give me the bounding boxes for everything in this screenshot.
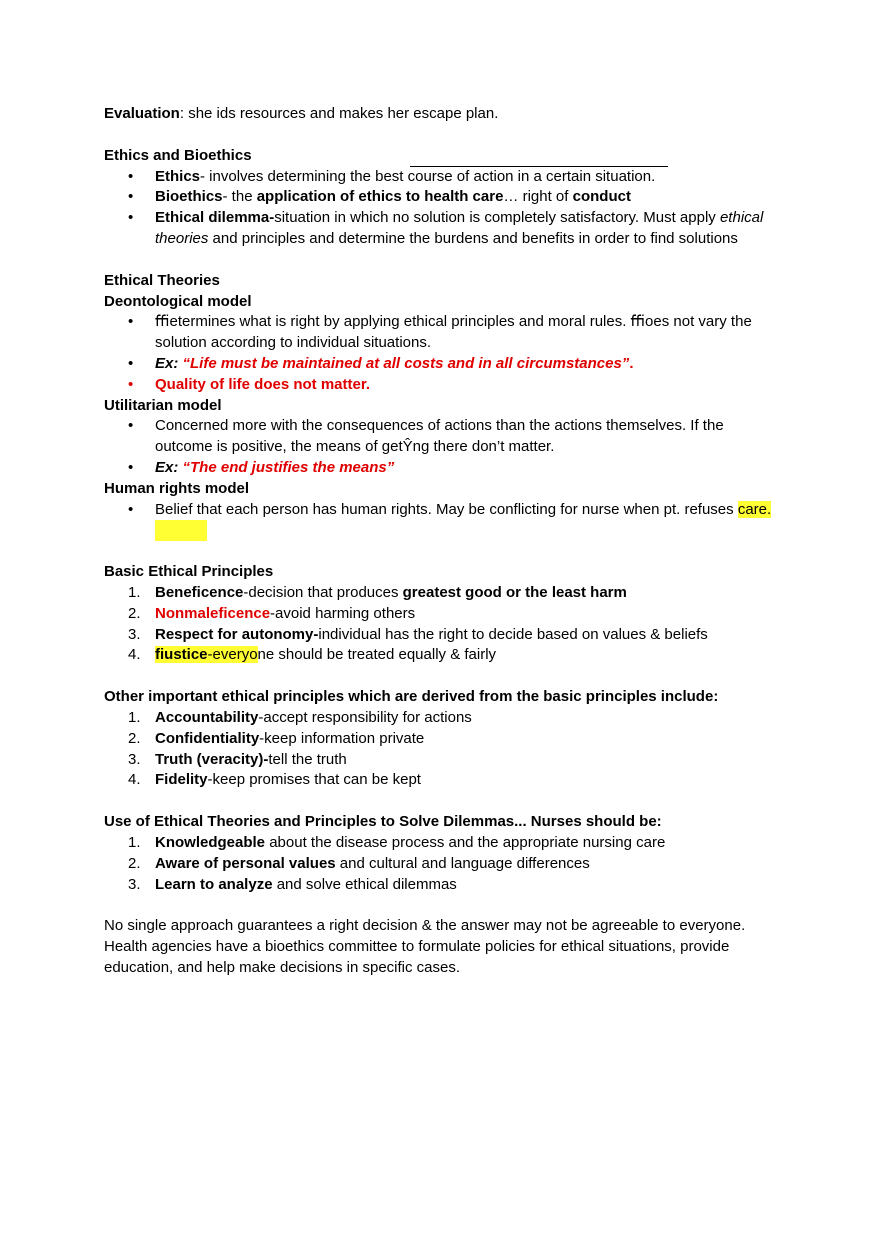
deontological-list — [104, 312, 774, 395]
theories-heading: Ethical Theories — [104, 271, 220, 289]
fill-in-blank-line — [410, 152, 668, 167]
list-item: • Belief that each person has human rights. May be conflicting for nurse when pt. refuses care. — [104, 500, 774, 542]
number-marker: 3. — [128, 875, 141, 893]
number-marker: 4. — [128, 771, 141, 789]
list-item: • Concerned more with the consequences of actions than the actions themselves. If the outcome is positive, the means of getŶng there don’t matter. — [128, 417, 724, 456]
basic-principles-list — [104, 583, 774, 666]
use-section-heading: Use of Ethical Theories and Principles to Solve Dilemmas... Nurses should be: — [104, 813, 662, 831]
bullet-marker: • — [128, 500, 134, 518]
list-item: 4. ﬁustice-everyone should be treated equally & fairly — [104, 645, 774, 666]
list-item: • Ex: “Life must be maintained at all costs and in all circumstances”. — [104, 354, 774, 375]
bullet-marker: • — [128, 458, 134, 476]
bullet-marker: • — [128, 354, 134, 372]
list-item: 2. Nonmaleficence-avoid harming others — [104, 604, 774, 625]
number-marker: 2. — [128, 729, 141, 747]
bullet-marker: • — [128, 167, 134, 185]
list-item: • Bioethics- the application of ethics to health care… right of conduct — [104, 187, 774, 208]
utilitarian-list — [104, 416, 774, 478]
bullet-marker: • — [128, 188, 134, 206]
number-marker: 1. — [128, 833, 141, 851]
human-rights-list — [104, 500, 774, 542]
use-section-list — [104, 833, 774, 895]
bullet-marker: • — [128, 209, 134, 227]
list-item: 1. Beneficence-decision that produces greatest good or the least harm — [104, 583, 774, 604]
number-marker: 1. — [128, 583, 141, 601]
bullet-marker: • — [128, 313, 134, 331]
highlighted-text: -everyo — [207, 646, 258, 664]
highlighted-text: care. — [737, 500, 772, 518]
number-marker: 1. — [128, 708, 141, 726]
number-marker: 2. — [128, 604, 141, 622]
list-item: • ﬃetermines what is right by applying ethical principles and moral rules. ﬃoes not vary the solution according to individual situations. — [128, 313, 752, 352]
list-item: 3. Learn to analyze and solve ethical dilemmas — [104, 875, 774, 896]
bullet-marker: • — [128, 417, 134, 435]
list-item: 3. Truth (veracity)-tell the truth — [104, 750, 774, 771]
number-marker: 3. — [128, 750, 141, 768]
list-item: 3. Respect for autonomy-individual has the right to decide based on values & beliefs — [104, 625, 774, 646]
list-item: 1. Accountability-accept responsibility for actions — [104, 708, 774, 729]
bullet-marker: • — [128, 375, 134, 393]
number-marker: 3. — [128, 625, 141, 643]
list-item: 2. Confidentiality-keep information private — [104, 729, 774, 750]
other-principles-heading: Other important ethical principles which are derived from the basic principles include: — [104, 688, 719, 706]
other-principles-list — [104, 708, 774, 791]
list-item: • Ex: “The end justifies the means” — [104, 458, 774, 479]
list-item: • Ethics- involves determining the best course of action in a certain situation. — [104, 167, 774, 188]
list-item: • Ethical dilemma-situation in which no solution is completely satisfactory. Must apply ethical theories and principles and determine the burdens and benefits in order to find solutions — [128, 209, 764, 247]
evaluation-line: Evaluation: she ids resources and makes her escape plan. — [104, 105, 499, 122]
deontological-heading: Deontological model — [104, 292, 252, 310]
list-item: 4. Fidelity-keep promises that can be kept — [104, 770, 774, 791]
basic-principles-heading: Basic Ethical Principles — [104, 563, 274, 581]
utilitarian-heading: Utilitarian model — [104, 396, 222, 414]
ethics-heading: Ethics and Bioethics — [104, 146, 774, 167]
list-item: 1. Knowledgeable about the disease process and the appropriate nursing care — [104, 833, 774, 854]
highlight-tail — [155, 520, 207, 541]
ethics-list — [104, 167, 774, 250]
human-rights-heading: Human rights model — [104, 479, 250, 497]
list-item: 2. Aware of personal values and cultural and language differences — [104, 854, 774, 875]
number-marker: 4. — [128, 646, 141, 664]
number-marker: 2. — [128, 854, 141, 872]
document-body — [104, 104, 774, 979]
closing-paragraph: No single approach guarantees a right decision & the answer may not be agreeable to everyone. Health agencies have a bioethics committee to formulate policies for ethical situations, provide education, and help make decisions in specific cases. — [104, 917, 746, 976]
list-item: • Quality of life does not matter. — [104, 375, 774, 396]
